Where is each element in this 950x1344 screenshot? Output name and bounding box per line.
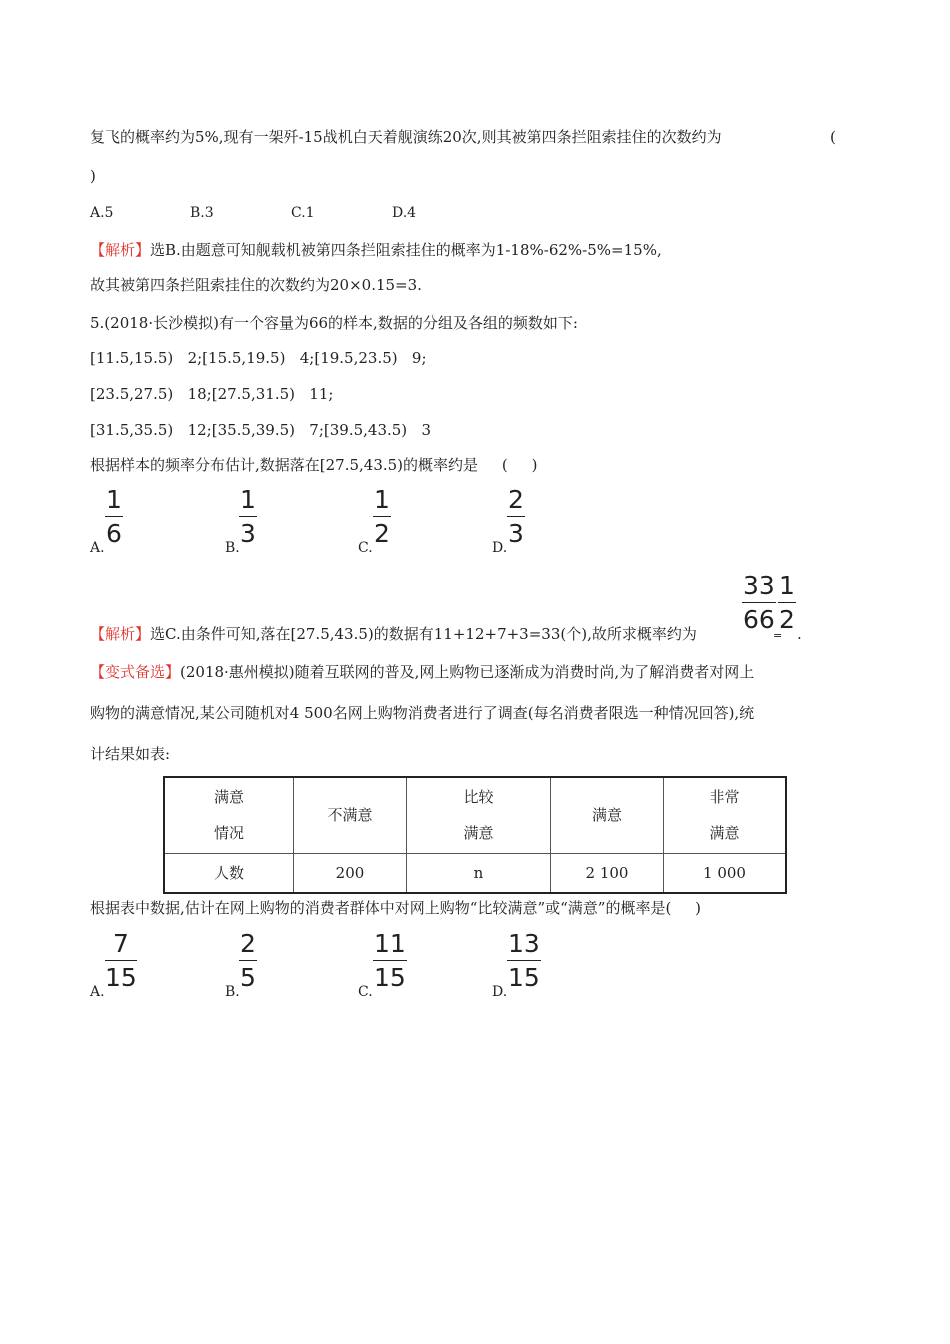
- numerator: 1: [778, 573, 796, 603]
- q5-option-a-letter: A.: [90, 540, 105, 556]
- table-row: [164, 853, 786, 893]
- table-header-cell: 非常 满意: [664, 777, 787, 853]
- q4-analysis-line1: 选B.由题意可知舰载机被第四条拦阻索挂住的概率为1-18%-62%-5%=15%,: [150, 241, 662, 259]
- q5-option-c-letter: C.: [358, 540, 373, 556]
- q5-option-d-fraction: [507, 487, 525, 547]
- variant-line1-text: (2018·惠州模拟)随着互联网的普及,网上购物已逐渐成为消费时尚,为了解消费者对网上: [180, 663, 755, 681]
- numerator: 1: [373, 487, 391, 517]
- variant-tag: 【变式备选】: [90, 663, 181, 681]
- q5-analysis-period: .: [797, 625, 802, 643]
- table-cell: n: [407, 853, 551, 893]
- q5-option-c-fraction: [373, 487, 391, 547]
- numerator: 33: [742, 573, 776, 603]
- numerator: 1: [105, 487, 123, 517]
- variant-option-b-fraction: [239, 931, 257, 991]
- q4-analysis-line2: 故其被第四条拦阻索挂住的次数约为20×0.15=3.: [90, 276, 422, 294]
- table-header-cell: 不满意: [294, 777, 407, 853]
- q5-analysis-fraction-2: [778, 573, 796, 633]
- denominator: 2: [779, 605, 795, 634]
- variant-line2: 购物的满意情况,某公司随机对4 500名网上购物消费者进行了调查(每名消费者限选一种情况回答),统: [90, 704, 755, 722]
- q4-stem-line2: ): [90, 167, 96, 185]
- table-header-cell: 满意: [551, 777, 664, 853]
- denominator: 3: [240, 519, 256, 548]
- numerator: 11: [373, 931, 407, 961]
- variant-line3: 计结果如表:: [90, 745, 171, 763]
- q5-groups-line1: [11.5,15.5) 2;[15.5,19.5) 4;[19.5,23.5) 9;: [90, 349, 427, 367]
- numerator: 1: [239, 487, 257, 517]
- variant-option-d-letter: D.: [492, 984, 508, 1000]
- q5-groups-line2: [23.5,27.5) 18;[27.5,31.5) 11;: [90, 385, 334, 403]
- numerator: 7: [105, 931, 137, 961]
- table-header-row: [164, 777, 786, 853]
- table-cell: 1 000: [664, 853, 787, 893]
- numerator: 2: [239, 931, 257, 961]
- q4-stem-line1: 复飞的概率约为5%,现有一架歼-15战机白天着舰演练20次,则其被第四条拦阻索挂住的次数约为: [90, 128, 722, 146]
- q4-option-a: A.5: [90, 205, 114, 221]
- q5-analysis-text: 选C.由条件可知,落在[27.5,43.5)的数据有11+12+7+3=33(个),故所求概率约为: [150, 625, 697, 643]
- denominator: 3: [508, 519, 524, 548]
- analysis-tag: 【解析】: [90, 241, 151, 259]
- q5-stem: 5.(2018·长沙模拟)有一个容量为66的样本,数据的分组及各组的频数如下:: [90, 314, 578, 332]
- table-cell: 人数: [164, 853, 294, 893]
- q5-option-b-fraction: [239, 487, 257, 547]
- table-header-cell: 满意 情况: [164, 777, 294, 853]
- denominator: 6: [106, 519, 122, 548]
- q5-question: 根据样本的频率分布估计,数据落在[27.5,43.5)的概率约是 ( ): [90, 456, 538, 474]
- q5-option-b-letter: B.: [225, 540, 240, 556]
- variant-option-a-letter: A.: [90, 984, 105, 1000]
- denominator: 5: [240, 963, 256, 992]
- q5-analysis-equals: =: [773, 629, 783, 642]
- q4-open-paren: (: [830, 128, 836, 146]
- analysis-tag: 【解析】: [90, 625, 151, 643]
- denominator: 15: [508, 963, 540, 992]
- denominator: 15: [105, 963, 137, 992]
- q5-groups-line3: [31.5,35.5) 12;[35.5,39.5) 7;[39.5,43.5) 3: [90, 421, 432, 439]
- q4-analysis: [90, 240, 662, 260]
- variant-option-d-fraction: [507, 931, 541, 991]
- variant-line1: [90, 662, 754, 682]
- denominator: 66: [743, 605, 775, 634]
- variant-option-c-fraction: [373, 931, 407, 991]
- variant-option-c-letter: C.: [358, 984, 373, 1000]
- numerator: 2: [507, 487, 525, 517]
- q4-option-c: C.1: [291, 205, 315, 221]
- q5-analysis: [90, 624, 697, 644]
- q5-option-a-fraction: [105, 487, 123, 547]
- variant-option-a-fraction: [105, 931, 137, 991]
- table-cell: 200: [294, 853, 407, 893]
- satisfaction-table: [163, 776, 787, 894]
- numerator: 13: [507, 931, 541, 961]
- q5-analysis-fraction-1: [742, 573, 776, 633]
- denominator: 15: [374, 963, 406, 992]
- q4-option-d: D.4: [392, 205, 417, 221]
- variant-question: 根据表中数据,估计在网上购物的消费者群体中对网上购物“比较满意”或“满意”的概率是( ): [90, 899, 701, 917]
- q5-option-d-letter: D.: [492, 540, 508, 556]
- q4-option-b: B.3: [190, 205, 214, 221]
- table-cell: 2 100: [551, 853, 664, 893]
- variant-option-b-letter: B.: [225, 984, 240, 1000]
- denominator: 2: [374, 519, 390, 548]
- table-header-cell: 比较 满意: [407, 777, 551, 853]
